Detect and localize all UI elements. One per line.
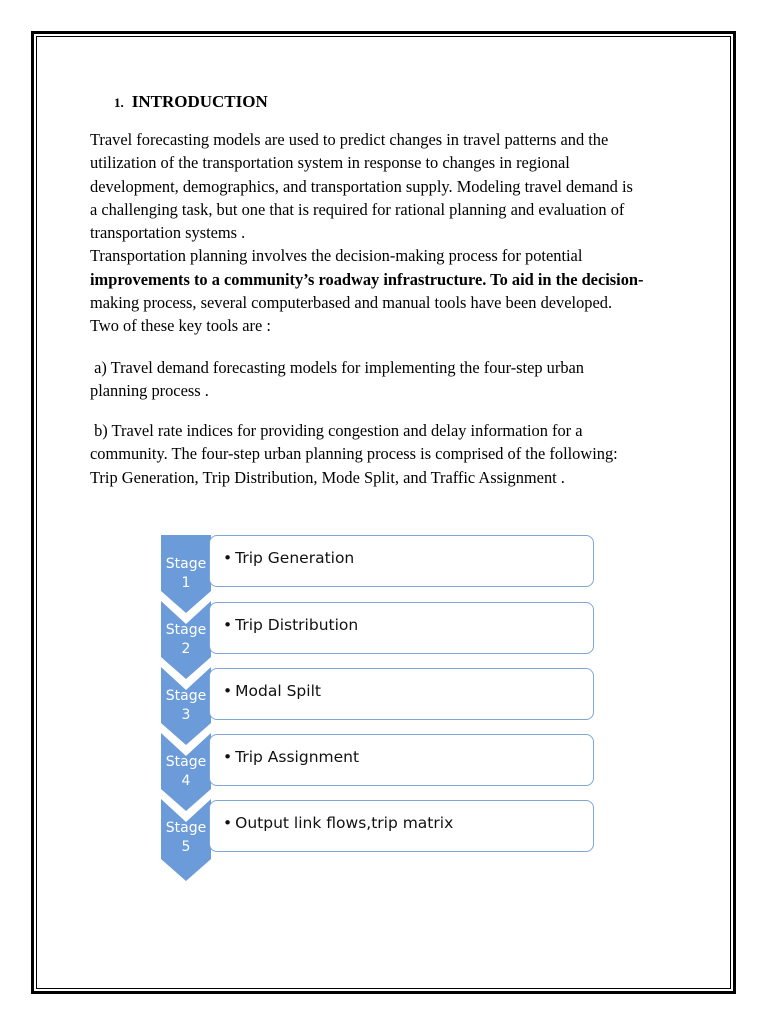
text-line: a) Travel demand forecasting models for implementing the four-step urban bbox=[90, 358, 584, 377]
bullet-glyph: • bbox=[223, 549, 233, 567]
stage-2-label bbox=[161, 621, 211, 659]
stage-word: Stage bbox=[165, 556, 207, 572]
bullet-glyph: • bbox=[223, 616, 233, 634]
stage-word: Stage bbox=[165, 688, 207, 704]
text-line: a challenging task, but one that is required for rational planning and evaluation of bbox=[90, 199, 625, 219]
stage-4-label bbox=[161, 753, 211, 791]
text-line: Travel forecasting models are used to predict changes in travel patterns and the bbox=[90, 130, 609, 149]
text-line: community. The four-step urban planning process is comprised of the following: bbox=[90, 444, 618, 464]
text-line: b) Travel rate indices for providing congestion and delay information for a bbox=[90, 421, 583, 440]
bullet-glyph: • bbox=[223, 682, 233, 700]
text-line: Two of these key tools are : bbox=[90, 316, 271, 336]
stage-1-text: Trip Generation bbox=[235, 549, 355, 567]
bullet-glyph: • bbox=[223, 814, 233, 832]
stage-2-text: Trip Distribution bbox=[235, 616, 359, 634]
stage-number: 5 bbox=[181, 839, 191, 855]
stage-number: 4 bbox=[181, 773, 191, 789]
stage-3-label bbox=[161, 687, 211, 725]
text-line: Transportation planning involves the decision-making process for potential bbox=[90, 246, 583, 266]
stage-word: Stage bbox=[165, 820, 207, 836]
stage-4-text: Trip Assignment bbox=[235, 748, 360, 766]
stage-2-box bbox=[209, 602, 594, 654]
stage-5-label bbox=[161, 819, 211, 857]
stage-3-text: Modal Spilt bbox=[235, 682, 321, 700]
bullet-glyph: • bbox=[223, 748, 233, 766]
section-title: INTRODUCTION bbox=[131, 92, 268, 111]
stage-word: Stage bbox=[165, 622, 207, 638]
text-line: planning process . bbox=[90, 381, 209, 401]
stage-number: 3 bbox=[181, 707, 191, 723]
text-line-bold: improvements to a community’s roadway infrastructure. To aid in the decision- bbox=[90, 269, 644, 289]
text-line: making process, several computerbased and manual tools have been developed. bbox=[90, 293, 613, 313]
stage-5-box bbox=[209, 800, 594, 852]
text-line: transportation systems . bbox=[90, 223, 246, 243]
stage-1-label bbox=[161, 555, 211, 593]
stage-3-box bbox=[209, 668, 594, 720]
text-line: utilization of the transportation system in response to changes in regional bbox=[90, 153, 570, 173]
text-line: Trip Generation, Trip Distribution, Mode Split, and Traffic Assignment . bbox=[90, 467, 565, 487]
stage-5-text: Output link flows,trip matrix bbox=[235, 814, 454, 832]
stage-word: Stage bbox=[165, 754, 207, 770]
stage-number: 1 bbox=[181, 575, 191, 591]
stage-1-box bbox=[209, 535, 594, 587]
stage-4-box bbox=[209, 734, 594, 786]
stage-number: 2 bbox=[181, 641, 191, 657]
section-number: 1. bbox=[114, 95, 124, 110]
text-line: development, demographics, and transportation supply. Modeling travel demand is bbox=[90, 176, 633, 196]
